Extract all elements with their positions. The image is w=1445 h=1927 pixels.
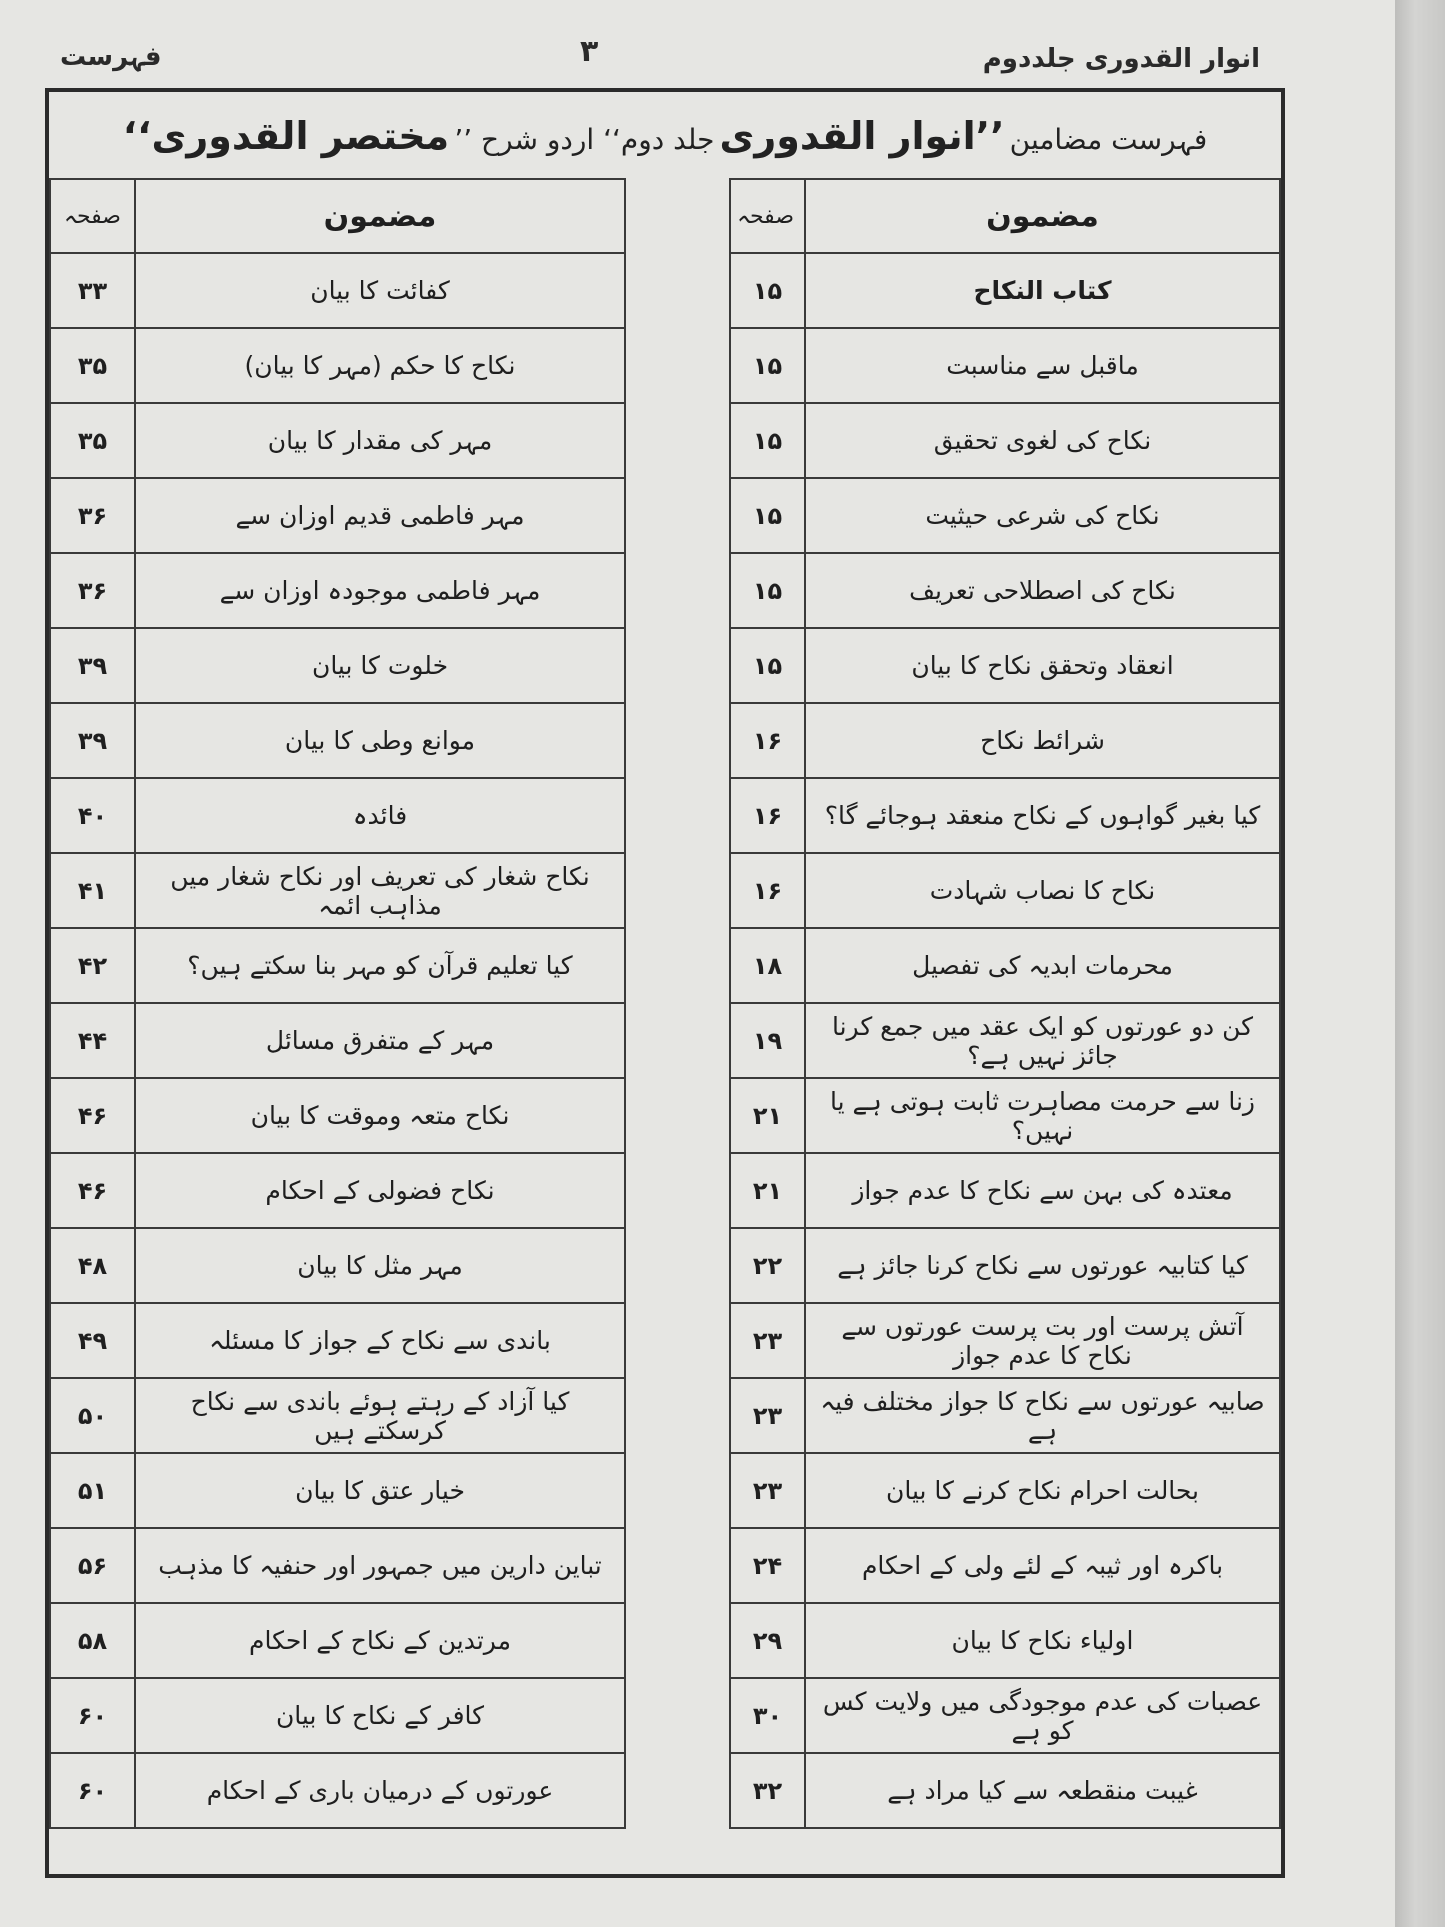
- table-row: [730, 478, 1280, 553]
- topic-cell: زنا سے حرمت مصاہرت ثابت ہوتی ہے یا نہیں؟: [805, 1078, 1280, 1153]
- header-section-name: فہرست: [60, 42, 162, 72]
- topic-cell: عصبات کی عدم موجودگی میں ولایت کس کو ہے: [805, 1678, 1280, 1753]
- page-number-cell: ۳۳: [50, 253, 135, 328]
- page-number-cell: ۲۱: [730, 1078, 805, 1153]
- topic-cell: مہر فاطمی موجودہ اوزان سے: [135, 553, 625, 628]
- page-number-cell: ۳۲: [730, 1753, 805, 1828]
- page-column-header: صفحہ: [730, 179, 805, 253]
- page-number-cell: ۱۶: [730, 703, 805, 778]
- topic-cell: تباین دارین میں جمہور اور حنفیہ کا مذہب: [135, 1528, 625, 1603]
- table-row: [50, 1303, 625, 1378]
- topic-cell: خیار عتق کا بیان: [135, 1453, 625, 1528]
- topic-cell: آتش پرست اور بت پرست عورتوں سے نکاح کا عدم جواز: [805, 1303, 1280, 1378]
- topic-cell: شرائط نکاح: [805, 703, 1280, 778]
- page-number-cell: ۱۵: [730, 403, 805, 478]
- title-commentary-of: مختصر القدوری‘‘: [122, 114, 450, 158]
- topic-cell: مرتدین کے نکاح کے احکام: [135, 1603, 625, 1678]
- page-column-header: صفحہ: [50, 179, 135, 253]
- topic-cell: محرمات ابدیہ کی تفصیل: [805, 928, 1280, 1003]
- table-row: [50, 1603, 625, 1678]
- topic-cell: کفائت کا بیان: [135, 253, 625, 328]
- topic-cell: مہر کے متفرق مسائل: [135, 1003, 625, 1078]
- table-row: [50, 253, 625, 328]
- topic-cell: کیا آزاد کے رہتے ہوئے باندی سے نکاح کرسکتے ہیں: [135, 1378, 625, 1453]
- table-row: [50, 928, 625, 1003]
- topic-cell: صابیہ عورتوں سے نکاح کا جواز مختلف فیہ ہے: [805, 1378, 1280, 1453]
- page-number-cell: ۴۸: [50, 1228, 135, 1303]
- topic-cell: مہر فاطمی قدیم اوزان سے: [135, 478, 625, 553]
- table-row: [730, 703, 1280, 778]
- topic-cell: کن دو عورتوں کو ایک عقد میں جمع کرنا جائز نہیں ہے؟: [805, 1003, 1280, 1078]
- table-row: [50, 1378, 625, 1453]
- table-row: [730, 778, 1280, 853]
- title-lead: فہرست مضامین: [1009, 123, 1208, 156]
- title-middle: جلد دوم‘‘ اردو شرح ’’: [454, 123, 715, 156]
- topic-cell: کیا تعلیم قرآن کو مہر بنا سکتے ہیں؟: [135, 928, 625, 1003]
- page-number-cell: ۲۹: [730, 1603, 805, 1678]
- topic-cell: نکاح فضولی کے احکام: [135, 1153, 625, 1228]
- topic-cell: معتدہ کی بہن سے نکاح کا عدم جواز: [805, 1153, 1280, 1228]
- topic-cell: موانع وطی کا بیان: [135, 703, 625, 778]
- page-number-cell: ۶۰: [50, 1753, 135, 1828]
- page-number-cell: ۱۹: [730, 1003, 805, 1078]
- right-table-body: [730, 253, 1280, 1828]
- topic-cell: نکاح شغار کی تعریف اور نکاح شغار میں مذاہب ائمہ: [135, 853, 625, 928]
- topic-column-header: مضمون: [135, 179, 625, 253]
- page-number-cell: ۴۴: [50, 1003, 135, 1078]
- table-row: [730, 1153, 1280, 1228]
- page-number-cell: ۱۶: [730, 853, 805, 928]
- contents-frame: [45, 88, 1285, 1878]
- page-number-cell: ۴۰: [50, 778, 135, 853]
- header-page-number: ۳: [580, 34, 599, 69]
- topic-cell: مہر مثل کا بیان: [135, 1228, 625, 1303]
- topic-cell: نکاح کی اصطلاحی تعریف: [805, 553, 1280, 628]
- table-row: [730, 403, 1280, 478]
- table-row: [50, 1453, 625, 1528]
- table-row: [50, 1078, 625, 1153]
- page-number-cell: ۱۵: [730, 328, 805, 403]
- page-number-cell: ۵۸: [50, 1603, 135, 1678]
- page-number-cell: ۴۱: [50, 853, 135, 928]
- table-row: [730, 1528, 1280, 1603]
- topic-cell: نکاح کی شرعی حیثیت: [805, 478, 1280, 553]
- running-header: [60, 30, 1260, 90]
- table-row: [50, 703, 625, 778]
- table-row: [730, 1753, 1280, 1828]
- page-number-cell: ۵۶: [50, 1528, 135, 1603]
- page-number-cell: ۲۲: [730, 1228, 805, 1303]
- table-row: [50, 1003, 625, 1078]
- page-number-cell: ۳۵: [50, 328, 135, 403]
- table-row: [730, 1303, 1280, 1378]
- page-number-cell: ۱۵: [730, 628, 805, 703]
- table-row: [50, 628, 625, 703]
- table-row: [730, 328, 1280, 403]
- table-row: [730, 553, 1280, 628]
- page-number-cell: ۳۹: [50, 628, 135, 703]
- topic-cell: کیا کتابیہ عورتوں سے نکاح کرنا جائز ہے: [805, 1228, 1280, 1303]
- topic-cell: کافر کے نکاح کا بیان: [135, 1678, 625, 1753]
- topic-column-header: مضمون: [805, 179, 1280, 253]
- table-row: [50, 778, 625, 853]
- page-number-cell: ۱۸: [730, 928, 805, 1003]
- page-number-cell: ۴۶: [50, 1153, 135, 1228]
- table-row: [730, 1228, 1280, 1303]
- table-row: [730, 1378, 1280, 1453]
- topic-cell: مہر کی مقدار کا بیان: [135, 403, 625, 478]
- table-row: [730, 1603, 1280, 1678]
- page-number-cell: ۳۶: [50, 553, 135, 628]
- table-header-row: [730, 179, 1280, 253]
- table-row: [730, 1003, 1280, 1078]
- table-row: [50, 1753, 625, 1828]
- page-number-cell: ۳۹: [50, 703, 135, 778]
- next-page-edge: [1395, 0, 1445, 1927]
- topic-cell: نکاح کا نصاب شہادت: [805, 853, 1280, 928]
- contents-table-right: [729, 178, 1281, 1829]
- table-header-row: [50, 179, 625, 253]
- page-number-cell: ۵۱: [50, 1453, 135, 1528]
- topic-cell: کیا بغیر گواہوں کے نکاح منعقد ہوجائے گا؟: [805, 778, 1280, 853]
- table-row: [730, 628, 1280, 703]
- table-row: [50, 853, 625, 928]
- title-book-name: ’’انوار القدوری: [719, 114, 1005, 158]
- contents-table-left: [49, 178, 626, 1829]
- contents-title: [49, 114, 1281, 158]
- page-number-cell: ۲۱: [730, 1153, 805, 1228]
- topic-cell: نکاح کی لغوی تحقیق: [805, 403, 1280, 478]
- topic-cell: غیبت منقطعہ سے کیا مراد ہے: [805, 1753, 1280, 1828]
- left-table-body: [50, 253, 625, 1828]
- table-row: [50, 403, 625, 478]
- topic-cell: نکاح متعہ وموقت کا بیان: [135, 1078, 625, 1153]
- page-number-cell: ۳۵: [50, 403, 135, 478]
- topic-cell: باکرہ اور ثیبہ کے لئے ولی کے احکام: [805, 1528, 1280, 1603]
- topic-cell: عورتوں کے درمیان باری کے احکام: [135, 1753, 625, 1828]
- table-row: [730, 253, 1280, 328]
- page-number-cell: ۴۶: [50, 1078, 135, 1153]
- table-row: [50, 328, 625, 403]
- table-row: [730, 853, 1280, 928]
- topic-cell: نکاح کا حکم (مہر کا بیان): [135, 328, 625, 403]
- topic-cell: ماقبل سے مناسبت: [805, 328, 1280, 403]
- page-number-cell: ۱۵: [730, 478, 805, 553]
- page-number-cell: ۵۰: [50, 1378, 135, 1453]
- table-row: [50, 553, 625, 628]
- page-number-cell: ۳۶: [50, 478, 135, 553]
- page-number-cell: ۳۰: [730, 1678, 805, 1753]
- table-row: [730, 1453, 1280, 1528]
- topic-cell: کتاب النکاح: [805, 253, 1280, 328]
- page-number-cell: ۱۵: [730, 553, 805, 628]
- page-number-cell: ۴۹: [50, 1303, 135, 1378]
- table-row: [50, 1528, 625, 1603]
- table-row: [50, 1153, 625, 1228]
- table-row: [730, 928, 1280, 1003]
- topic-cell: اولیاء نکاح کا بیان: [805, 1603, 1280, 1678]
- header-book-title: انوار القدوری جلددوم: [982, 44, 1260, 74]
- topic-cell: خلوت کا بیان: [135, 628, 625, 703]
- topic-cell: باندی سے نکاح کے جواز کا مسئلہ: [135, 1303, 625, 1378]
- page-number-cell: ۱۶: [730, 778, 805, 853]
- table-row: [50, 478, 625, 553]
- page-number-cell: ۲۳: [730, 1453, 805, 1528]
- page-number-cell: ۲۴: [730, 1528, 805, 1603]
- page-number-cell: ۴۲: [50, 928, 135, 1003]
- table-row: [50, 1678, 625, 1753]
- page-number-cell: ۶۰: [50, 1678, 135, 1753]
- table-row: [730, 1078, 1280, 1153]
- topic-cell: فائدہ: [135, 778, 625, 853]
- page-number-cell: ۱۵: [730, 253, 805, 328]
- table-row: [50, 1228, 625, 1303]
- page-number-cell: ۲۳: [730, 1378, 805, 1453]
- topic-cell: انعقاد وتحقق نکاح کا بیان: [805, 628, 1280, 703]
- topic-cell: بحالت احرام نکاح کرنے کا بیان: [805, 1453, 1280, 1528]
- table-row: [730, 1678, 1280, 1753]
- page-number-cell: ۲۳: [730, 1303, 805, 1378]
